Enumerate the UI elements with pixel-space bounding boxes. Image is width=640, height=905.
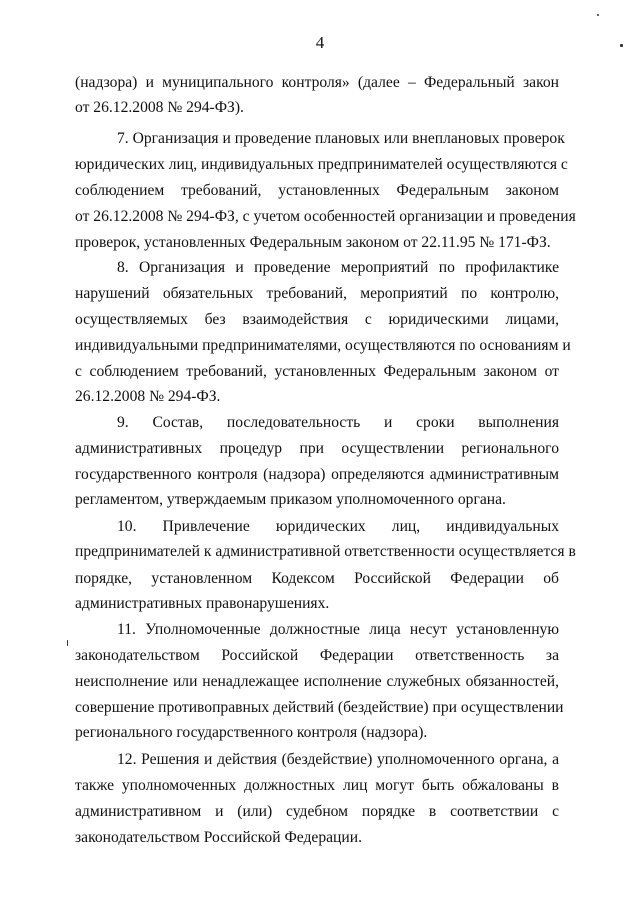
page-number: 4: [315, 33, 325, 52]
text-line: от 26.12.2008 № 294-ФЗ).: [75, 99, 244, 116]
scan-speck: [67, 640, 68, 646]
text-line: от 26.12.2008 № 294-ФЗ, с учетом особенностей организации и проведения: [75, 208, 576, 225]
text-line: 26.12.2008 № 294-ФЗ.: [75, 388, 221, 405]
text-line: 8. Организация и проведение мероприятий по профилактике: [117, 259, 559, 276]
text-line: соблюдением требований, установленных Федеральным законом: [75, 182, 559, 199]
text-line: административных процедур при осуществлении регионального: [75, 440, 559, 457]
text-line: регионального государственного контроля (надзора).: [75, 724, 428, 741]
text-line: регламентом, утверждаемым приказом уполномоченного органа.: [75, 491, 506, 508]
text-line: предпринимателей к административной ответственности осуществляется в: [75, 543, 576, 560]
text-line: законодательством Российской Федерации.: [75, 829, 362, 846]
text-line: 12. Решения и действия (бездействие) уполномоченного органа, а: [117, 751, 559, 768]
text-line: осуществляемых без взаимодействия с юридическими лицами,: [75, 311, 559, 328]
scan-speck: [620, 44, 623, 47]
text-line: индивидуальными предпринимателями, осуществляются по основаниям и: [75, 337, 571, 354]
scan-speck: [597, 14, 599, 16]
text-line: (надзора) и муниципального контроля» (далее – Федеральный закон: [75, 74, 559, 91]
text-line: законодательством Российской Федерации ответственность за: [75, 647, 559, 664]
text-line: 10. Привлечение юридических лиц, индивидуальных: [117, 518, 559, 535]
text-line: административном и (или) судебном порядке в соответствии с: [75, 803, 559, 820]
text-line: 7. Организация и проведение плановых или внеплановых проверок: [117, 130, 565, 147]
text-line: проверок, установленных Федеральным законом от 22.11.95 № 171-ФЗ.: [75, 234, 551, 251]
text-line: административных правонарушениях.: [75, 595, 330, 612]
text-line: юридических лиц, индивидуальных предпринимателей осуществляются с: [75, 156, 568, 173]
text-line: с соблюдением требований, установленных Федеральным законом от: [75, 363, 559, 380]
text-line: порядке, установленном Кодексом Российской Федерации об: [75, 570, 559, 587]
text-line: 11. Уполномоченные должностные лица несут установленную: [117, 621, 559, 638]
text-line: 9. Состав, последовательность и сроки выполнения: [117, 414, 559, 431]
text-line: нарушений обязательных требований, мероприятий по контролю,: [75, 285, 559, 302]
text-line: также уполномоченных должностных лиц могут быть обжалованы в: [75, 777, 559, 794]
text-line: совершение противоправных действий (бездействие) при осуществлении: [75, 699, 564, 716]
text-line: государственного контроля (надзора) определяются административным: [75, 466, 559, 483]
text-line: неисполнение или ненадлежащее исполнение служебных обязанностей,: [75, 673, 559, 690]
